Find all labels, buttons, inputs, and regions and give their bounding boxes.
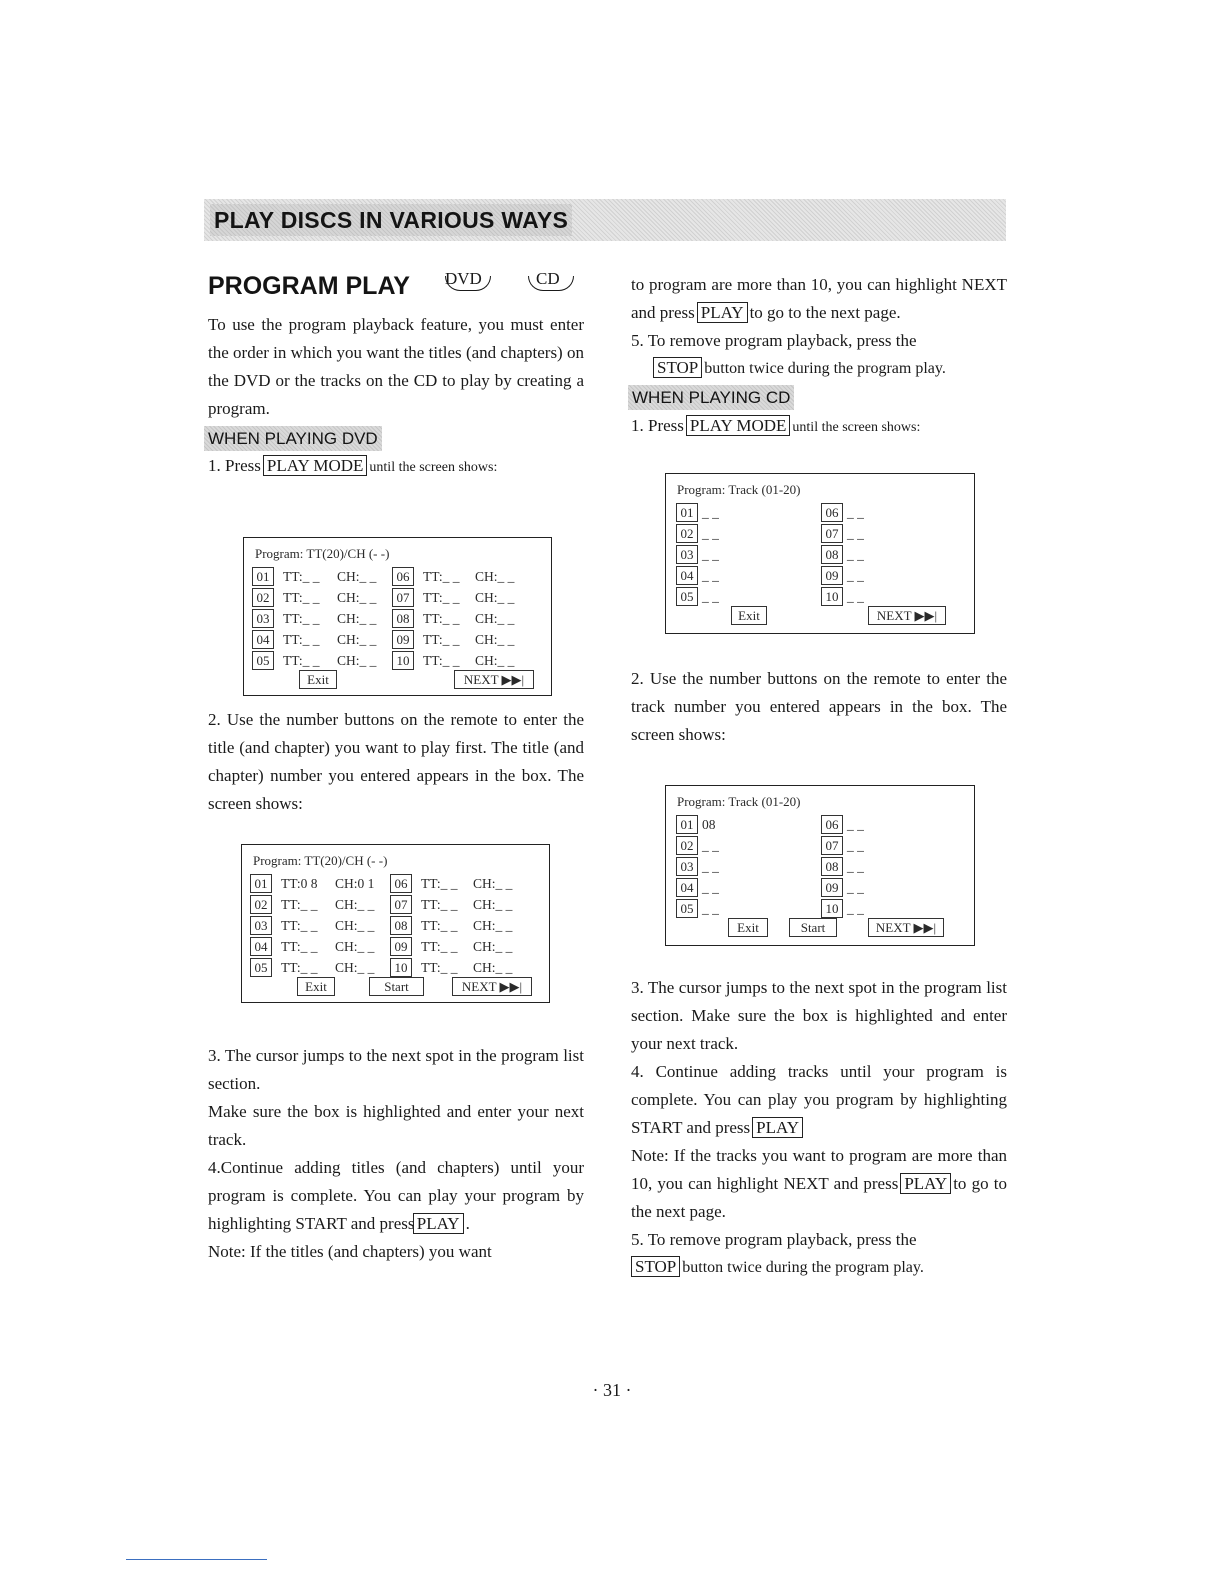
slot-track: _ _ (702, 859, 719, 874)
slot-number: 02 (676, 836, 698, 855)
slot-title: TT:_ _ (423, 632, 460, 647)
dvd-note-cont-a: to program are more than 10, you can highlight NEXT and press (631, 275, 1007, 322)
slot-number: 04 (250, 937, 272, 956)
slot-title: TT:_ _ (421, 918, 458, 933)
slot-number: 06 (390, 874, 412, 893)
cd-badge-label: CD (536, 269, 560, 288)
slot-number: 03 (250, 916, 272, 935)
cd-note-b: to go to the next page. (631, 1174, 1008, 1221)
slot-number: 05 (250, 958, 272, 977)
cd-step1-prefix: 1. Press (631, 416, 684, 435)
exit-button[interactable]: Exit (731, 606, 767, 625)
slot-chapter: CH:_ _ (473, 918, 513, 933)
play-key: PLAY (752, 1117, 803, 1138)
slot-title: TT:_ _ (283, 632, 320, 647)
page-number: · 31 · (592, 1380, 632, 1400)
dvd-step3-a: 3. The cursor jumps to the next spot in the program list section. (208, 1046, 584, 1093)
slot-title: TT:_ _ (423, 611, 460, 626)
slot-chapter: CH:_ _ (337, 653, 377, 668)
dvd-note-cont-b: to go to the next page. (749, 303, 901, 322)
slot-number: 08 (392, 609, 414, 628)
slot-title: TT:_ _ (423, 590, 460, 605)
stop-key: STOP (653, 357, 702, 378)
slot-number: 10 (390, 958, 412, 977)
slot-title: TT:0 8 (281, 876, 318, 891)
start-button[interactable]: Start (369, 977, 424, 996)
dvd-step5-suffix: button twice during the program play. (704, 360, 946, 377)
slot-title: TT:_ _ (281, 939, 318, 954)
cd-step2 (631, 665, 1007, 749)
slot-number: 07 (390, 895, 412, 914)
slot-track: _ _ (847, 526, 864, 541)
screen-title: Program: TT(20)/CH (- -) (253, 853, 388, 868)
dvd-subhead: WHEN PLAYING DVD (204, 426, 382, 451)
screen-title: Program: Track (01-20) (677, 482, 801, 497)
slot-chapter: CH:_ _ (473, 960, 513, 975)
dvd-step4-text: 4.Continue adding titles (and chapters) until your program is complete. You can play your program by highlighting START and press (208, 1158, 584, 1233)
left-intro (208, 311, 584, 423)
slot-number: 09 (390, 937, 412, 956)
slot-number: 10 (821, 587, 843, 606)
slot-number: 08 (390, 916, 412, 935)
slot-title: TT:_ _ (423, 569, 460, 584)
slot-chapter: CH:_ _ (335, 897, 375, 912)
slot-number: 06 (392, 567, 414, 586)
slot-chapter: CH:_ _ (475, 653, 515, 668)
slot-title: TT:_ _ (283, 653, 320, 668)
next-button[interactable]: NEXT ▶▶| (452, 977, 532, 996)
cd-subhead: WHEN PLAYING CD (628, 385, 794, 410)
dvd-badge-label: DVD (445, 269, 482, 288)
slot-number: 08 (821, 857, 843, 876)
next-button[interactable]: NEXT ▶▶| (868, 606, 946, 625)
slot-chapter: CH:_ _ (335, 960, 375, 975)
slot-number: 02 (252, 588, 274, 607)
slot-number: 03 (676, 545, 698, 564)
slot-number: 04 (676, 878, 698, 897)
section-banner (204, 199, 1006, 241)
footer-rule (126, 1559, 267, 1560)
dvd-step5: 5. To remove program playback, press the (631, 331, 917, 350)
slot-title: TT:_ _ (283, 569, 320, 584)
slot-title: TT:_ _ (283, 590, 320, 605)
slot-track: _ _ (702, 547, 719, 562)
slot-chapter: CH:_ _ (473, 876, 513, 891)
slot-title: TT:_ _ (421, 939, 458, 954)
cd-steps-3-5 (631, 974, 1007, 1282)
slot-track: _ _ (702, 901, 719, 916)
cd-step3-text: 3. The cursor jumps to the next spot in the program list section. Make sure the box is highlighted and enter your next track. (631, 978, 1007, 1053)
cd-step4-text: 4. Continue adding tracks until your program is complete. You can play you program by highlighting START and press (631, 1062, 1007, 1137)
cd-step5-suffix: button twice during the program play. (682, 1259, 924, 1276)
slot-track: _ _ (702, 589, 719, 604)
slot-number: 05 (676, 587, 698, 606)
play-mode-key: PLAY MODE (686, 415, 791, 436)
slot-track: _ _ (847, 901, 864, 916)
play-key: PLAY (413, 1213, 464, 1234)
slot-chapter: CH:_ _ (475, 632, 515, 647)
dvd-step2-text: 2. Use the number buttons on the remote to enter the title (and chapter) you want to play first. The title (and chapter) number you entered appears in the box. The screen shows: (208, 710, 584, 813)
slot-chapter: CH:0 1 (335, 876, 375, 891)
dvd-step1-suffix: until the screen shows: (369, 460, 498, 475)
cd-step1-suffix: until the screen shows: (792, 420, 921, 435)
slot-number: 06 (821, 503, 843, 522)
slot-number: 02 (676, 524, 698, 543)
slot-number: 09 (392, 630, 414, 649)
slot-number: 01 (250, 874, 272, 893)
stop-key: STOP (631, 1256, 680, 1277)
intro-paragraph: To use the program playback feature, you must enter the order in which you want the titles (and chapters) on the DVD or the tracks on the CD to play by creating a program. (208, 315, 584, 418)
next-button[interactable]: NEXT ▶▶| (454, 670, 534, 689)
slot-number: 04 (252, 630, 274, 649)
dvd-step4-end: . (465, 1214, 470, 1233)
slot-chapter: CH:_ _ (335, 918, 375, 933)
start-button[interactable]: Start (789, 918, 837, 937)
dvd-step1-prefix: 1. Press (208, 456, 261, 475)
slot-track: _ _ (702, 880, 719, 895)
dvd-subhead-wrap (204, 426, 382, 451)
slot-title: TT:_ _ (283, 611, 320, 626)
slot-chapter: CH:_ _ (475, 569, 515, 584)
cd-program-screen-empty (665, 473, 975, 634)
dvd-steps-3-4 (208, 1042, 584, 1266)
cd-step2-text: 2. Use the number buttons on the remote to enter the track number you entered appears in the box. The screen shows: (631, 669, 1007, 744)
dvd-step1 (208, 452, 584, 482)
slot-chapter: CH:_ _ (473, 939, 513, 954)
slot-title: TT:_ _ (281, 960, 318, 975)
right-top (631, 271, 1007, 383)
section-banner-title: PLAY DISCS IN VARIOUS WAYS (210, 204, 572, 236)
screen-title: Program: Track (01-20) (677, 794, 801, 809)
slot-number: 03 (252, 609, 274, 628)
slot-track: _ _ (847, 589, 864, 604)
next-button[interactable]: NEXT ▶▶| (868, 918, 944, 937)
slot-number: 10 (821, 899, 843, 918)
cd-subhead-wrap (628, 385, 794, 410)
slot-track: _ _ (702, 505, 719, 520)
slot-number: 01 (676, 503, 698, 522)
slot-chapter: CH:_ _ (337, 590, 377, 605)
slot-track: _ _ (847, 505, 864, 520)
slot-chapter: CH:_ _ (475, 611, 515, 626)
dvd-step2 (208, 706, 584, 818)
slot-title: TT:_ _ (421, 897, 458, 912)
slot-track: _ _ (702, 838, 719, 853)
slot-number: 05 (252, 651, 274, 670)
slot-track: _ _ (847, 547, 864, 562)
slot-number: 10 (392, 651, 414, 670)
slot-chapter: CH:_ _ (337, 611, 377, 626)
dvd-program-screen-entered (241, 844, 550, 1003)
screen-title: Program: TT(20)/CH (- -) (255, 546, 390, 561)
slot-number: 07 (392, 588, 414, 607)
slot-track: 08 (702, 817, 716, 832)
cd-step5: 5. To remove program playback, press the (631, 1230, 917, 1249)
cd-step1 (631, 412, 1007, 442)
slot-track: _ _ (847, 859, 864, 874)
slot-number: 07 (821, 836, 843, 855)
dvd-program-screen-empty (243, 537, 552, 696)
slot-track: _ _ (847, 817, 864, 832)
play-mode-key: PLAY MODE (263, 455, 368, 476)
slot-number: 08 (821, 545, 843, 564)
slot-number: 04 (676, 566, 698, 585)
slot-title: TT:_ _ (421, 960, 458, 975)
dvd-disc-icon (445, 270, 482, 287)
slot-number: 01 (676, 815, 698, 834)
exit-button[interactable]: Exit (728, 918, 768, 937)
slot-track: _ _ (702, 526, 719, 541)
exit-button[interactable]: Exit (297, 977, 335, 996)
slot-chapter: CH:_ _ (337, 569, 377, 584)
play-key: PLAY (900, 1173, 951, 1194)
slot-chapter: CH:_ _ (473, 897, 513, 912)
slot-title: TT:_ _ (281, 918, 318, 933)
dvd-step3-b: Make sure the box is highlighted and enter your next track. (208, 1102, 584, 1149)
slot-number: 07 (821, 524, 843, 543)
slot-chapter: CH:_ _ (337, 632, 377, 647)
play-key: PLAY (697, 302, 748, 323)
slot-title: TT:_ _ (281, 897, 318, 912)
cd-disc-icon (528, 270, 560, 287)
slot-title: TT:_ _ (423, 653, 460, 668)
dvd-note-start: Note: If the titles (and chapters) you want (208, 1242, 492, 1261)
exit-button[interactable]: Exit (299, 670, 337, 689)
slot-title: TT:_ _ (421, 876, 458, 891)
page-heading: PROGRAM PLAY (208, 272, 410, 300)
slot-number: 09 (821, 878, 843, 897)
slot-track: _ _ (847, 838, 864, 853)
cd-note-a: Note: If the tracks you want to program are more than 10, you can highlight NEXT and press (631, 1146, 1007, 1193)
slot-track: _ _ (847, 880, 864, 895)
slot-number: 06 (821, 815, 843, 834)
slot-number: 01 (252, 567, 274, 586)
slot-number: 02 (250, 895, 272, 914)
cd-program-screen-entered (665, 785, 975, 946)
slot-track: _ _ (847, 568, 864, 583)
slot-number: 05 (676, 899, 698, 918)
slot-track: _ _ (702, 568, 719, 583)
slot-chapter: CH:_ _ (335, 939, 375, 954)
slot-number: 09 (821, 566, 843, 585)
slot-chapter: CH:_ _ (475, 590, 515, 605)
slot-number: 03 (676, 857, 698, 876)
